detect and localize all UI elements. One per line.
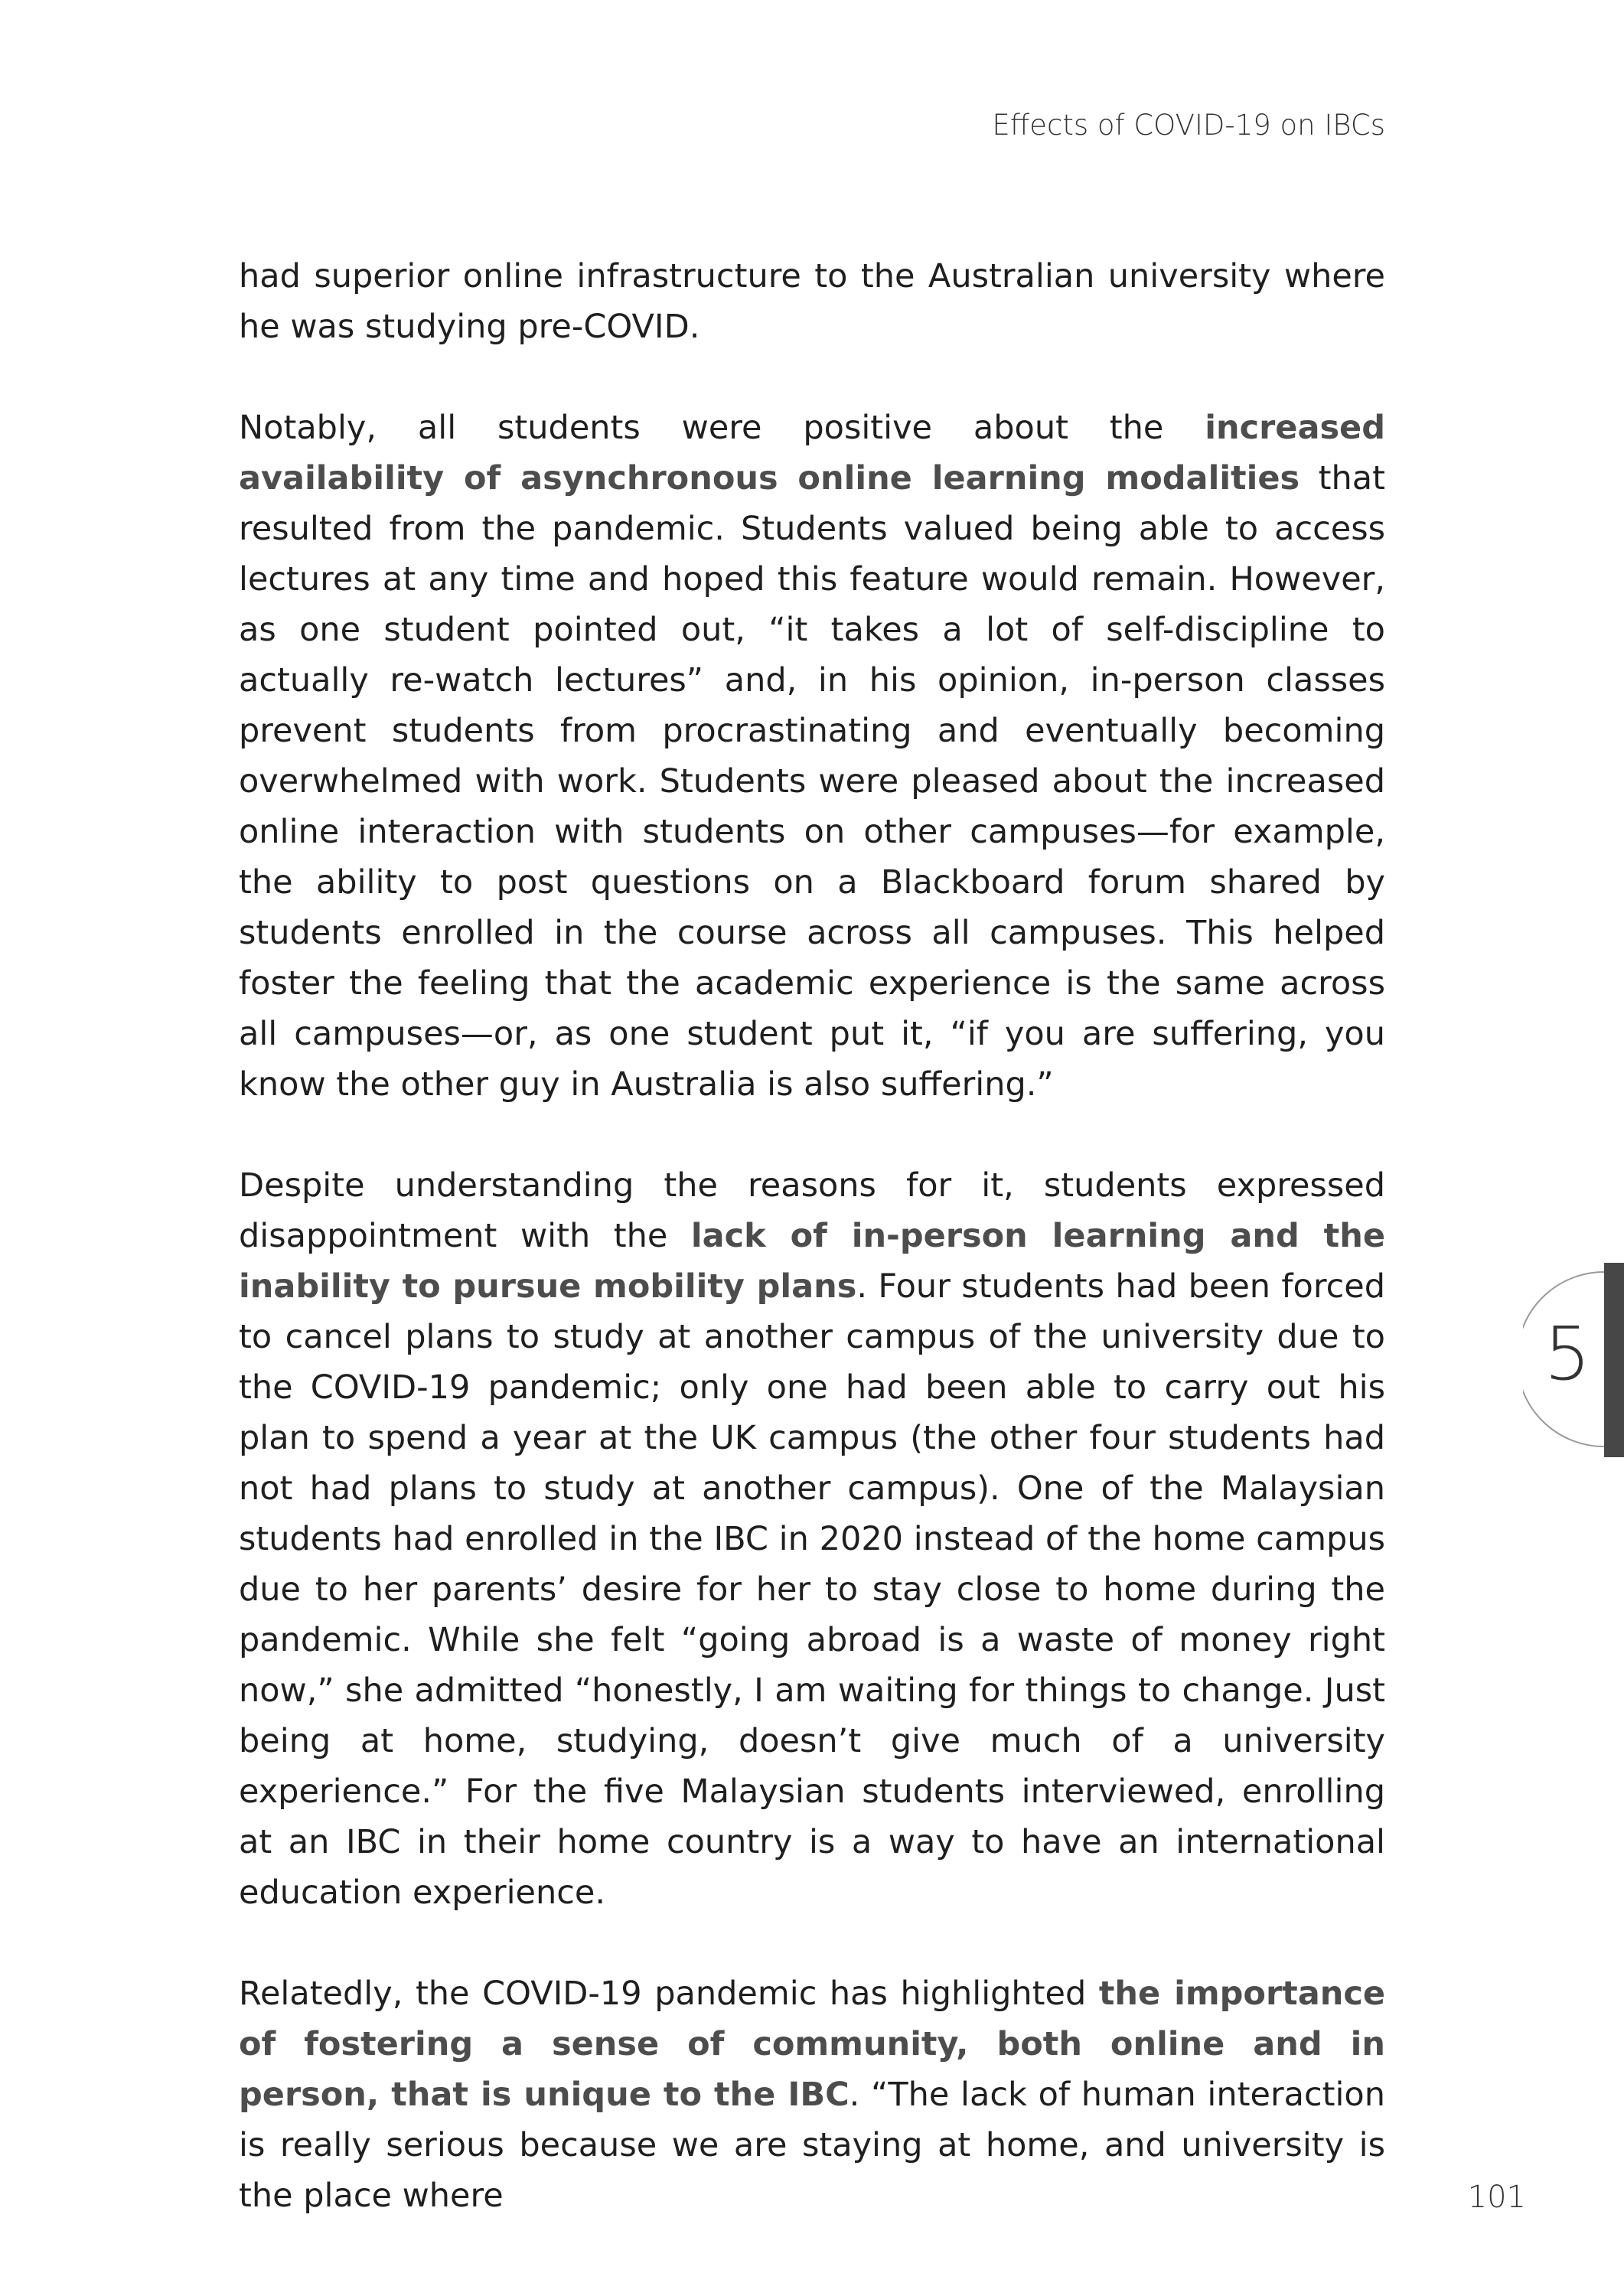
chapter-tab-bar — [1604, 1263, 1624, 1457]
paragraph-2-text-b: that resulted from the pandemic. Students valued being able to access lectures at any time and hoped this feature would remain. However, as one student pointed out, “it takes a lot of self-discipline to actually re-watch lectures” and, in his opinion, in-person classes prevent students from procrastinating and eventually becoming overwhelmed with work. Students were pleased about the increased online interaction with students on other campuses—for example, the ability to post questions on a Blackboard forum shared by students enrolled in the course across all campuses. This helped foster the feeling that the academic experience is the same across all campuses—or, as one student put it, “if you are suffering, you know the other guy in Australia is also suffering.” — [239, 459, 1385, 1104]
paragraph-2-text-a: Notably, all students were positive about the — [239, 409, 1205, 447]
paragraph-1-text: had superior online infrastructure to the Australian university where he was studying pre-COVID. — [239, 257, 1385, 346]
paragraph-2 — [239, 403, 1385, 1110]
paragraph-2-highlight: increased availability of asynchronous online learning modalities — [239, 409, 1385, 497]
chapter-tab — [1523, 1263, 1624, 1457]
paragraph-3-text-a: Despite understanding the reasons for it, students expressed disappointment with the — [239, 1166, 1385, 1255]
running-header: Effects of COVID-19 on IBCs — [992, 109, 1385, 142]
body-text — [239, 251, 1385, 2221]
page-number: 101 — [1467, 2180, 1526, 2215]
paragraph-4-text-b: . “The lack of human interaction is really serious because we are staying at home, and university is the place where — [239, 2076, 1385, 2215]
chapter-tab-graphic — [1523, 1263, 1624, 1457]
paragraph-4-highlight: the importance of fostering a sense of community, both online and in person, that is unique to the IBC — [239, 1975, 1385, 2114]
paragraph-3-text-b: . Four students had been forced to cancel plans to study at another campus of the university due to the COVID-19 pandemic; only one had been able to carry out his plan to spend a year at the UK campus (the other four students had not had plans to study at another campus). One of the Malaysian students had enrolled in the IBC in 2020 instead of the home campus due to her parents’ desire for her to stay close to home during the pandemic. While she felt “going abroad is a waste of money right now,” she admitted “honestly, I am waiting for things to change. Just being at home, studying, doesn’t give much of a university experience.” For the five Malaysian students interviewed, enrolling at an IBC in their home country is a way to have an international education experience. — [239, 1267, 1385, 1912]
paragraph-3 — [239, 1160, 1385, 1918]
paragraph-4 — [239, 1968, 1385, 2221]
paragraph-3-highlight: lack of in-person learning and the inability to pursue mobility plans — [239, 1217, 1385, 1306]
chapter-number: 5 — [1544, 1311, 1591, 1397]
paragraph-1 — [239, 251, 1385, 352]
paragraph-4-text-a: Relatedly, the COVID-19 pandemic has highlighted — [239, 1975, 1099, 2013]
